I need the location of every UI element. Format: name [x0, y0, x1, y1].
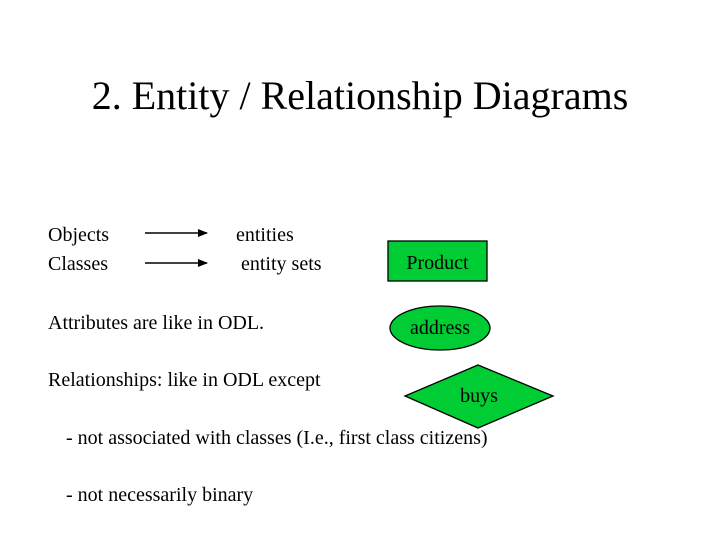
- relationship-label-buys: buys: [460, 385, 498, 407]
- attribute-label-address: address: [410, 317, 470, 339]
- mapping-right-entity-sets: entity sets: [241, 253, 322, 275]
- bullet-not-associated: - not associated with classes (I.e., first class citizens): [66, 427, 488, 449]
- bullet-not-binary: - not necessarily binary: [66, 484, 254, 506]
- attributes-text: Attributes are like in ODL.: [48, 312, 265, 334]
- mapping-left-objects: Objects: [48, 224, 110, 246]
- mapping-right-entities: entities: [236, 224, 294, 246]
- slide-title: 2. Entity / Relationship Diagrams: [91, 73, 629, 118]
- relationships-text: Relationships: like in ODL except: [48, 369, 321, 391]
- mapping-left-classes: Classes: [48, 253, 108, 275]
- entity-label-product: Product: [406, 252, 469, 274]
